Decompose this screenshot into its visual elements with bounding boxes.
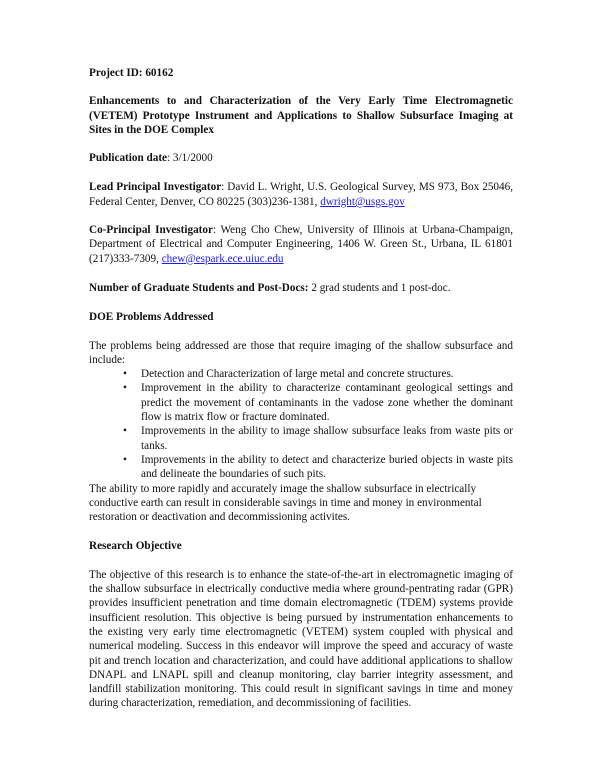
grad-students-value: 2 grad students and 1 post-doc. [308, 281, 451, 294]
problems-heading: DOE Problems Addressed [89, 311, 214, 324]
lead-investigator [89, 180, 513, 209]
problem-item: • Improvements in the ability to image shallow subsurface leaks from waste pits or tanks. [141, 424, 513, 453]
co-investigator-label: Co-Principal Investigator [89, 224, 213, 237]
grad-students-label: Number of Graduate Students and Post-Docs: [89, 281, 309, 294]
publication-date [89, 151, 513, 165]
objective-body: The objective of this research is to enhance the state-of-the-art in electromagnetic imaging of the shallow subsurface in electrically conductive media where ground-pentrating radar (GPR) provides insufficient penetration and time domain electromagnetic (TDEM) systems provide insufficient resolution. This objective is being pursued by instrumentation enhancements to the existing very early time electromagnetic (VETEM) system coupled with physical and numerical modeling. Success in this endeavor will improve the speed and accuracy of waste pit and trench location and characterization, and could have additional applications to shallow DNAPL and LNAPL spill and cleanup monitoring, clay barrier integrity assessment, and landfill stabilization monitoring. This could result in significant savings in time and money during characterization, remediation, and decommissioning of facilities. [89, 568, 513, 710]
lead-email-link[interactable]: dwright@usgs.gov [320, 195, 405, 208]
document-title: Enhancements to and Characterization of the Very Early Time Electromagnetic (VETEM) Prototype Instrument and Applications to Shallow Subsurface Imaging at Sites in the DOE Complex [89, 95, 513, 136]
problem-item: • Detection and Characterization of large metal and concrete structures. [141, 367, 513, 381]
lead-investigator-text: : David L. Wright, U.S. Geological Survey, MS 973, Box 25046, Federal Center, Denver, CO 80225 (303)236-1381, [89, 181, 513, 208]
publication-date-label: Publication date [89, 152, 168, 165]
lead-investigator-label: Lead Principal Investigator [89, 181, 222, 194]
problem-item: • Improvements in the ability to detect and characterize buried objects in waste pits and delineate the boundaries of such pits. [141, 453, 513, 482]
document-page [89, 66, 513, 711]
problems-list [89, 367, 513, 481]
co-investigator [89, 223, 513, 266]
problems-intro: The problems being addressed are those that require imaging of the shallow subsurface and include: [89, 339, 513, 366]
grad-students [89, 281, 513, 295]
problems-closing: The ability to more rapidly and accurately image the shallow subsurface in electrically conductive earth can result in considerable savings in time and money in environmental restoration or deactivation and decommissioning activites. [89, 482, 482, 524]
co-investigator-text: : Weng Cho Chew, University of Illinois at Urbana-Champaign, Department of Electrical and Computer Engineering, 1406 W. Green St., Urbana, IL 61801 (217)333-7309, [89, 224, 513, 265]
project-id: Project ID: 60162 [89, 67, 174, 79]
co-email-link[interactable]: chew@espark.ece.uiuc.edu [161, 252, 284, 265]
publication-date-value: : 3/1/2000 [167, 152, 213, 165]
objective-heading: Research Objective [89, 540, 182, 553]
problem-item: • Improvement in the ability to characterize contaminant geological settings and predict the movement of contaminants in the vadose zone whether the dominant flow is matrix flow or fracture dominated. [141, 381, 513, 424]
